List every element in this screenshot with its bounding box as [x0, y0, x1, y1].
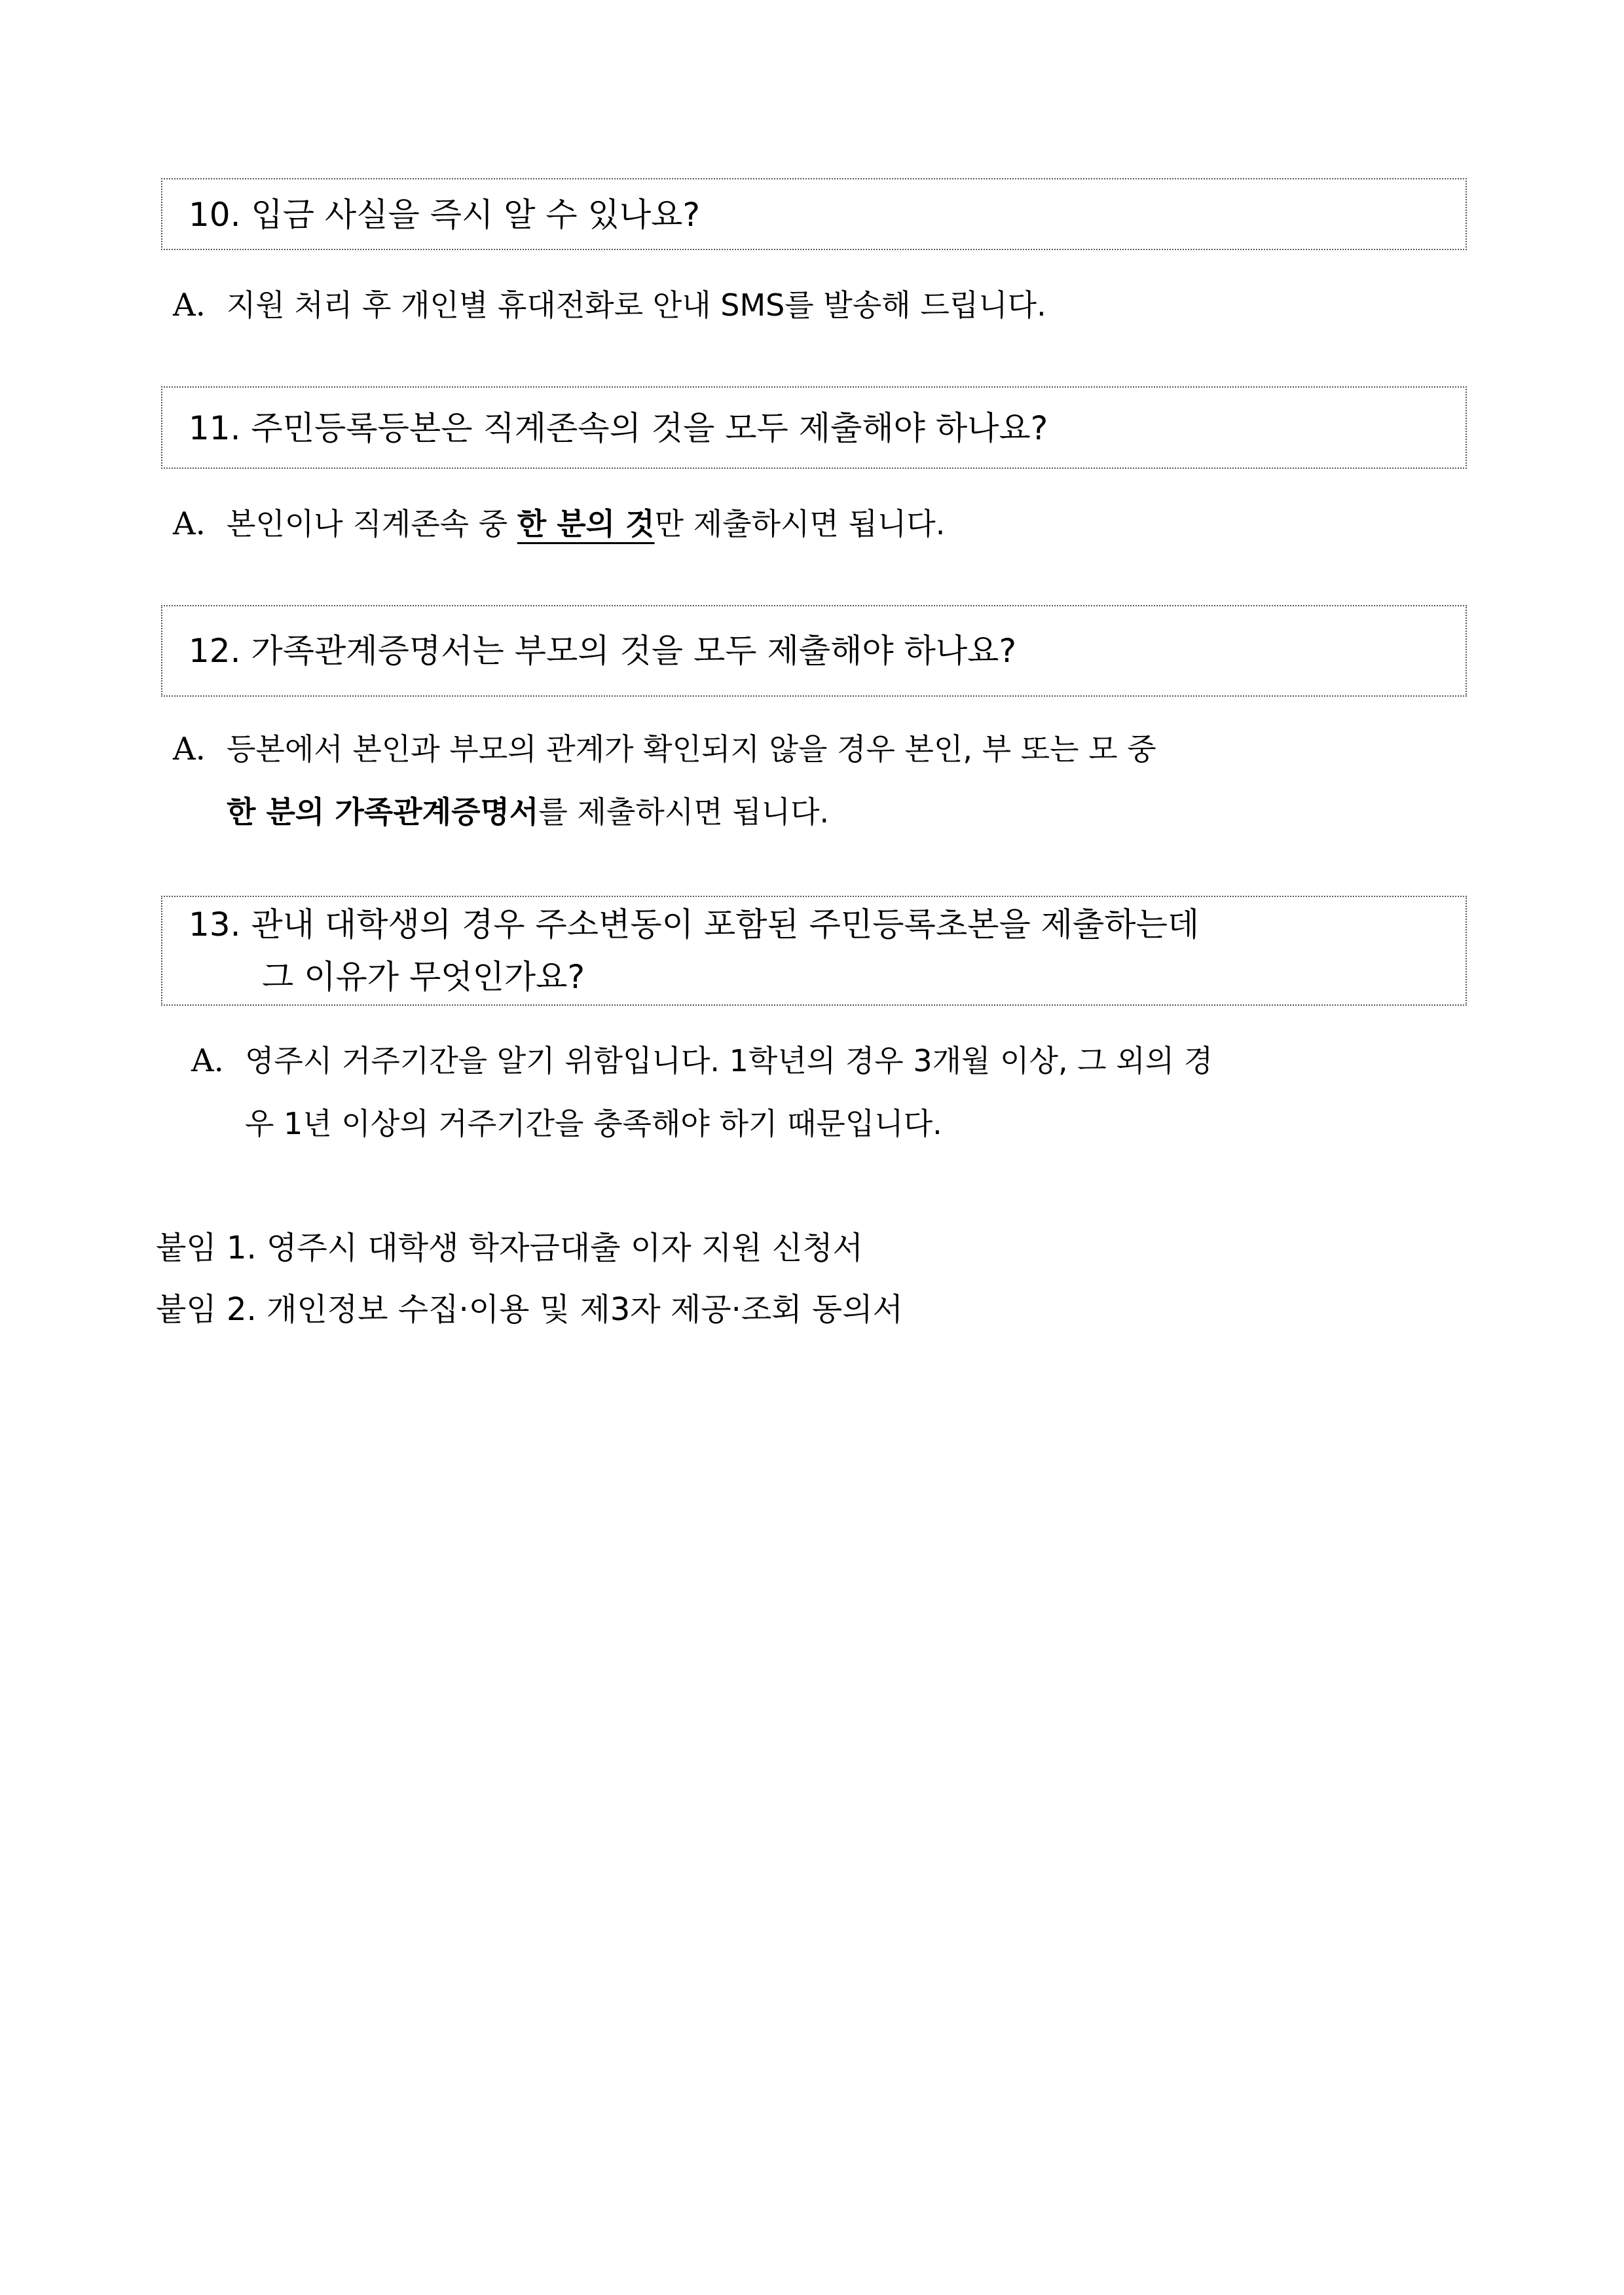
faq-answer-12	[173, 718, 1156, 843]
answer-mark: A.	[191, 1042, 224, 1079]
faq-question-10	[161, 178, 1467, 250]
answer-text-tail: 만 제출하시면 됩니다.	[654, 506, 946, 542]
answer-text: 지원 처리 후 개인별 휴대전화로 안내 SMS를 발송해 드립니다.	[227, 287, 1046, 323]
answer-text-line2: 우 1년 이상의 거주기간을 충족해야 하기 때문입니다.	[245, 1106, 942, 1141]
question-text: 12. 가족관계증명서는 부모의 것을 모두 제출해야 하나요?	[189, 632, 1017, 670]
faq-answer-13	[191, 1029, 1213, 1155]
faq-answer-11	[173, 492, 945, 555]
question-text-line2: 그 이유가 무엇인가요?	[262, 958, 585, 996]
faq-question-13	[161, 896, 1467, 1006]
faq-question-12	[161, 605, 1467, 697]
answer-mark: A.	[173, 505, 206, 542]
answer-text: 본인이나 직계존속 중	[227, 506, 517, 542]
answer-mark: A.	[173, 287, 206, 323]
answer-emphasis: 한 분의 것	[517, 506, 655, 542]
answer-mark: A.	[173, 731, 206, 767]
faq-answer-10	[173, 274, 1046, 337]
question-text: 10. 입금 사실을 즉시 알 수 있나요?	[189, 196, 701, 234]
answer-emphasis: 한 분의 가족관계증명서	[227, 794, 539, 830]
answer-text: 영주시 거주기간을 알기 위함입니다. 1학년의 경우 3개월 이상, 그 외의 경	[245, 1043, 1213, 1078]
attachment-2: 붙임 2. 개인정보 수집·이용 및 제3자 제공·조회 동의서	[156, 1291, 904, 1328]
question-text: 11. 주민등록등본은 직계존속의 것을 모두 제출해야 하나요?	[189, 409, 1048, 447]
answer-text-tail: 를 제출하시면 됩니다.	[538, 794, 830, 830]
faq-question-11	[161, 386, 1467, 469]
question-text: 13. 관내 대학생의 경우 주소변동이 포함된 주민등록초본을 제출하는데	[189, 906, 1200, 944]
attachment-1: 붙임 1. 영주시 대학생 학자금대출 이자 지원 신청서	[156, 1230, 863, 1266]
answer-text: 등본에서 본인과 부모의 관계가 확인되지 않을 경우 본인, 부 또는 모 중	[227, 731, 1156, 767]
